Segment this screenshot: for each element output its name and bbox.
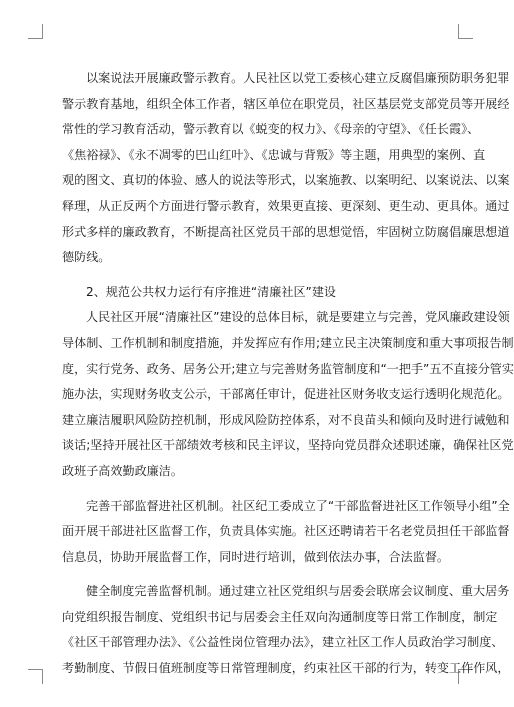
section-heading: [62, 280, 440, 306]
crop-mark-top-left: [28, 24, 43, 39]
text-line: 德防线。: [62, 250, 111, 265]
text-line: 建立廉洁履职风险防控机制，形成风险防控体系，对不良苗头和倾向及时进行诫勉和: [62, 412, 510, 427]
text-line: 面开展干部进社区监督工作，负责具体实施。社区还聘请若干名老党员担任干部监督: [62, 524, 510, 539]
document-body: [62, 66, 514, 682]
paragraph-system-improvement: [62, 579, 510, 681]
paragraph-clean-community: [62, 305, 514, 484]
text-line: 考勤制度、节假日值班制度等日常管理制度，约束社区干部的行为，转变工作作风，: [62, 661, 510, 676]
crop-mark-top-right: [458, 24, 473, 39]
text-line: 《焦裕禄》、《永不凋零的巴山红叶》、《忠诚与背叛》等主题，用典型的案例、直: [62, 147, 486, 162]
text-line: 向党组织报告制度、党组织书记与居委会主任双向沟通制度等日常工作制度，制定: [62, 609, 498, 624]
text-line: 健全制度完善监督机制。通过建立社区党组织与居委会联席会议制度、重大居务: [86, 584, 510, 599]
text-line: 导体制、工作机制和制度措施，并发挥应有作用;建立民主决策制度和重大事项报告制: [62, 335, 514, 350]
text-line: 警示教育基地，组织全体工作者，辖区单位在职党员，社区基层党支部党员等开展经: [62, 96, 510, 111]
paragraph-cadre-supervision: [62, 494, 510, 571]
text-line: 度，实行党务、政务、居务公开;建立与完善财务监管制度和“一把手”五不直接分管实: [62, 361, 514, 376]
text-line: 人民社区开展“清廉社区”建设的总体目标，就是要建立与完善，党风廉政建设领: [86, 310, 510, 325]
text-line: 完善干部监督进社区机制。社区纪工委成立了“干部监督进社区工作领导小组”全: [86, 498, 510, 513]
crop-mark-bottom-left: [28, 669, 43, 684]
text-line: 政班子高效勤政廉洁。: [62, 463, 183, 478]
text-line: 《社区干部管理办法》、《公益性岗位管理办法》，建立社区工作人员政治学习制度、: [62, 635, 504, 650]
text-line: 释理，从正反两个方面进行警示教育，效果更直接、更深刻、更生动、更具体。通过: [62, 198, 510, 213]
text-line: 形式多样的廉政教育，不断提高社区党员干部的思想觉悟，牢固树立防腐倡廉思想道: [62, 224, 510, 239]
text-line: 以案说法开展廉政警示教育。人民社区以党工委核心建立反腐倡廉预防职务犯罪: [86, 71, 510, 85]
text-line: 施办法，实现财务收支公示，干部离任审计，促进社区财务收支运行透明化规范化。: [62, 387, 510, 402]
text-line: 观的图文、真切的体验、感人的说法等形式，以案施教、以案明纪、以案说法、以案: [62, 173, 510, 188]
paragraph-warning-education: [62, 66, 510, 271]
text-line: 信息员，协助开展监督工作，同时进行培训，做到依法办事，合法监督。: [62, 549, 450, 564]
text-line: 谈话;坚持开展社区干部绩效考核和民主评议，坚持向党员群众述职述廉，确保社区党: [62, 438, 514, 453]
heading-text: 2、规范公共权力运行有序推进“清廉社区”建设: [86, 284, 337, 299]
text-line: 常性的学习教育活动，警示教育以《蜕变的权力》、《母亲的守望》、《任长霞》、: [62, 122, 480, 137]
